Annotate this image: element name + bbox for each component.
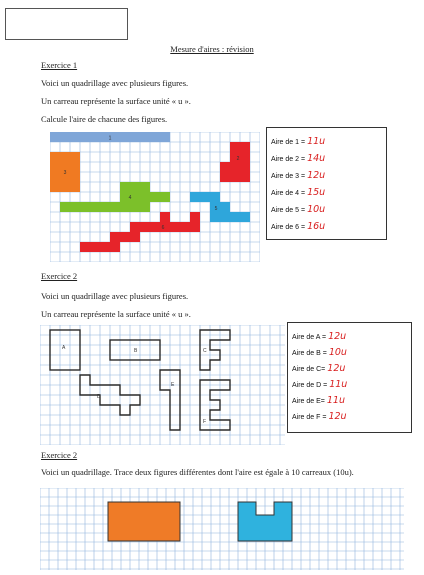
answer-value-1[interactable]: 11u <box>307 136 326 147</box>
figure-5-label: 5 <box>214 206 218 212</box>
exercise1-answers <box>266 127 387 240</box>
exercise1-line-3: Calcule l'aire de chacune des figures. <box>41 114 168 124</box>
figure-6-label: 6 <box>161 225 165 231</box>
answer-value-D[interactable]: 11u <box>329 379 348 390</box>
answer-row-3 <box>271 170 325 181</box>
answer-value-6[interactable]: 16u <box>307 221 326 232</box>
answer-row-4 <box>271 187 325 198</box>
answer-label-C: Aire de C= <box>292 366 326 373</box>
figure-D-label: D <box>97 394 101 400</box>
exercise2-answers <box>287 322 412 433</box>
figure-2-label: 2 <box>236 156 240 162</box>
exercise2-line-1: Voici un quadrillage avec plusieurs figures. <box>41 291 189 301</box>
exercise1-grid <box>50 132 260 262</box>
exercise1-heading: Exercice 1 <box>41 60 78 70</box>
figure-C-label: C <box>203 348 207 354</box>
answer-label-1: Aire de 1 = <box>271 139 306 146</box>
answer-value-E[interactable]: 11u <box>326 395 345 406</box>
exercise2-grid <box>40 325 285 445</box>
answer-value-2[interactable]: 14u <box>307 153 326 164</box>
answer-row-A <box>292 331 346 342</box>
figure-A-label: A <box>62 345 66 351</box>
answer-label-4: Aire de 4 = <box>271 190 306 197</box>
answer-label-A: Aire de A = <box>292 334 327 341</box>
answer-value-B[interactable]: 10u <box>328 347 347 358</box>
figure-B-label: B <box>134 348 138 354</box>
figure-3-label: 3 <box>63 170 67 176</box>
answer-row-F <box>292 411 347 422</box>
figure-F-label: F <box>203 419 207 425</box>
answer-row-E <box>292 395 345 406</box>
answer-row-2 <box>271 153 325 164</box>
exercise1-line-1: Voici un quadrillage avec plusieurs figures. <box>41 78 189 88</box>
orange-rectangle <box>108 502 180 541</box>
answer-label-6: Aire de 6 = <box>271 224 306 231</box>
answer-row-5 <box>271 204 325 215</box>
answer-label-F: Aire de F = <box>292 414 327 421</box>
exercise3-line-1: Voici un quadrillage. Trace deux figures différentes dont l'aire est égale à 10 carreaux (10u). <box>41 467 354 477</box>
answer-value-5[interactable]: 10u <box>307 204 326 215</box>
answer-value-3[interactable]: 12u <box>307 170 326 181</box>
answer-row-D <box>292 379 347 390</box>
answer-value-A[interactable]: 12u <box>328 331 347 342</box>
figure-4-label: 4 <box>128 195 132 201</box>
exercise1-line-2: Un carreau représente la surface unité « u ». <box>41 96 191 106</box>
answer-label-E: Aire de E= <box>292 398 325 405</box>
answer-value-C[interactable]: 12u <box>327 363 346 374</box>
answer-row-6 <box>271 221 325 232</box>
exercise3-grid <box>40 488 404 570</box>
answer-label-D: Aire de D = <box>292 382 328 389</box>
answer-row-1 <box>271 136 325 147</box>
exercise2-line-2: Un carreau représente la surface unité « u ». <box>41 309 191 319</box>
figure-1-label: 1 <box>108 135 112 142</box>
exercise2-heading: Exercice 2 <box>41 271 78 281</box>
answer-value-F[interactable]: 12u <box>328 411 347 422</box>
figure-E-label: E <box>171 382 175 388</box>
answer-row-C <box>292 363 345 374</box>
answer-label-2: Aire de 2 = <box>271 156 306 163</box>
student-name-box[interactable] <box>5 8 128 40</box>
answer-value-4[interactable]: 15u <box>307 187 326 198</box>
answer-row-B <box>292 347 347 358</box>
exercise3-heading: Exercice 2 <box>41 450 78 460</box>
figure-2 <box>220 142 250 182</box>
answer-label-B: Aire de B = <box>292 350 327 357</box>
page-title: Mesure d'aires : révision <box>170 44 254 54</box>
answer-label-3: Aire de 3 = <box>271 173 306 180</box>
answer-label-5: Aire de 5 = <box>271 207 306 214</box>
